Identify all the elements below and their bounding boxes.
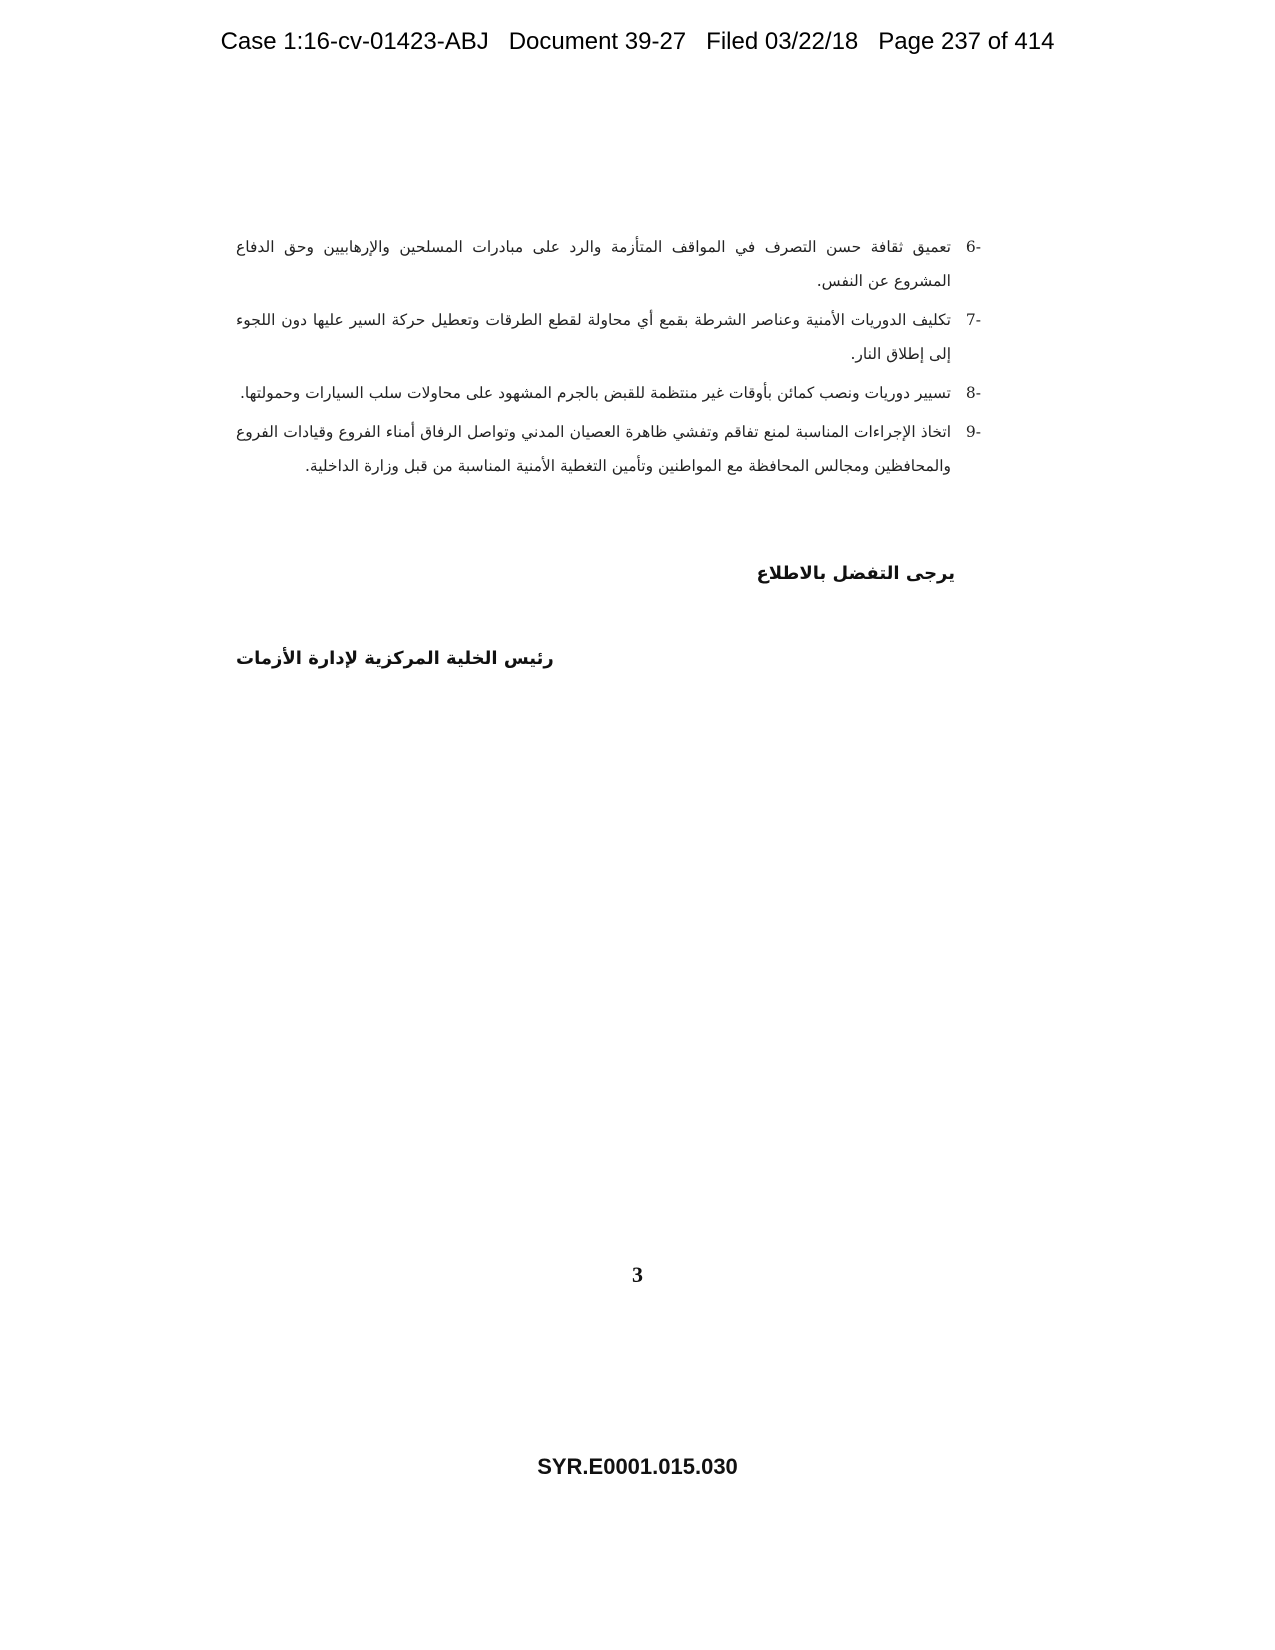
list-item-number: 7- <box>965 311 981 329</box>
page-of-total: Page 237 of 414 <box>878 28 1055 55</box>
list-item <box>236 376 981 410</box>
closing-line: يرجى التفضل بالاطلاع <box>756 563 955 584</box>
list-item-number: 8- <box>965 384 981 402</box>
list-item-number: 9- <box>965 423 981 441</box>
list-item-text: تكليف الدوريات الأمنية وعناصر الشرطة بقمع أي محاولة لقطع الطرقات وتعطيل حركة السير عليها دون اللجوء إلى إطلاق النار. <box>236 311 951 363</box>
bates-number: SYR.E0001.015.030 <box>537 1454 738 1479</box>
list-item <box>236 415 981 483</box>
list-item-text: تسيير دوريات ونصب كمائن بأوقات غير منتظمة للقبض بالجرم المشهود على محاولات سلب السيارات وحمولتها. <box>240 384 951 402</box>
list-item-text: اتخاذ الإجراءات المناسبة لمنع تفاقم وتفشي ظاهرة العصيان المدني وتواصل الرفاق أمناء الفروع وقيادات الفروع والمحافظين ومجالس المحافظة مع المواطنين وتأمين التغطية الأمنية المناسبة من قبل وزارة الداخلية. <box>236 423 951 475</box>
numbered-list <box>236 230 981 488</box>
list-item <box>236 230 981 298</box>
document-number: Document 39-27 <box>508 28 687 55</box>
page-number: 3 <box>632 1262 643 1287</box>
case-header <box>0 28 1275 56</box>
signatory-title: رئيس الخلية المركزية لإدارة الأزمات <box>236 648 554 669</box>
case-number: Case 1:16-cv-01423-ABJ <box>220 28 489 55</box>
list-item <box>236 303 981 371</box>
list-item-number: 6- <box>965 238 981 256</box>
list-item-text: تعميق ثقافة حسن التصرف في المواقف المتأزمة والرد على مبادرات المسلحين والإرهابيين وحق الدفاع المشروع عن النفس. <box>236 238 951 290</box>
filed-date: Filed 03/22/18 <box>706 28 859 55</box>
